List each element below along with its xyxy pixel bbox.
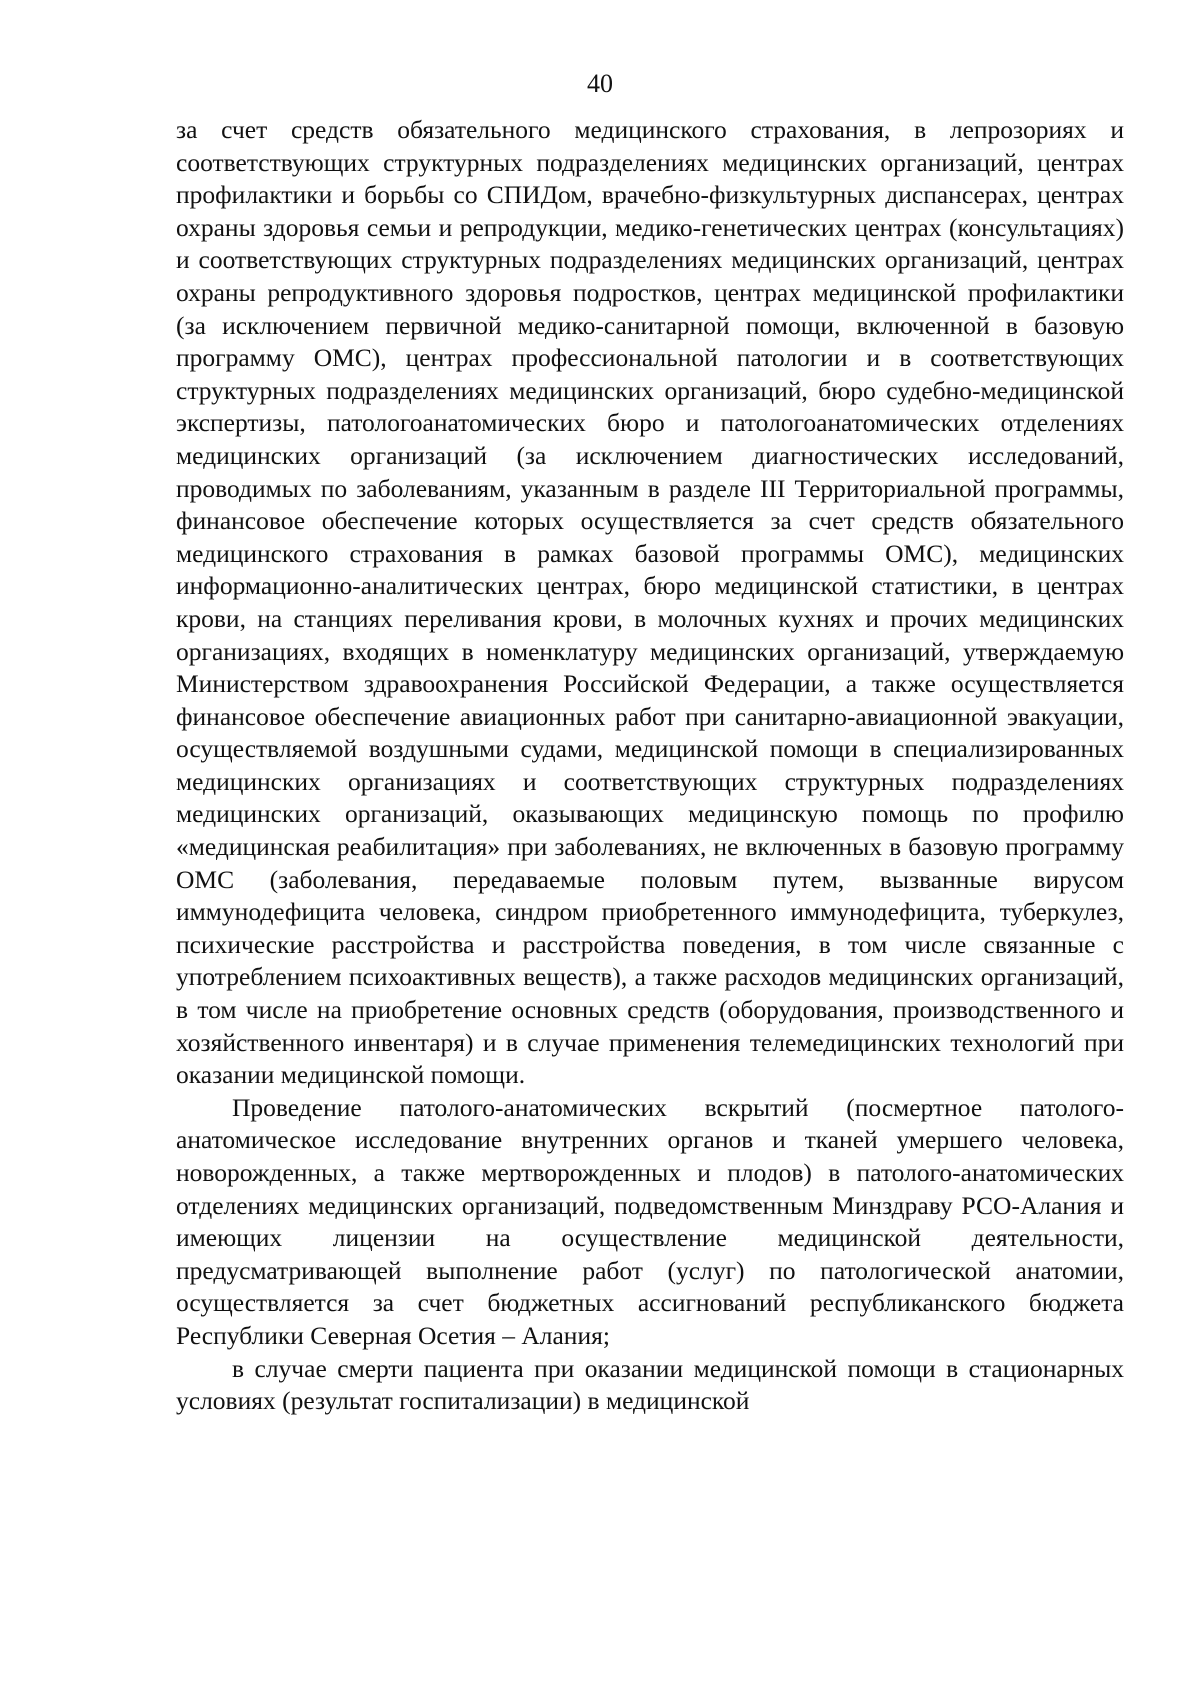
paragraph-continuation: за счет средств обязательного медицинского страхования, в лепрозориях и соответствующих структурных подразделениях медицинских организаций, центрах профилактики и борьбы со СПИДом, врачебно-физкультурных диспансерах, центрах охраны здоровья семьи и репродукции, медико-генетических центрах (консультациях) и соответствующих структурных подразделениях медицинских организаций, центрах охраны репродуктивного здоровья подростков, центрах медицинской профилактики (за исключением первичной медико-санитарной помощи, включенной в базовую программу ОМС), центрах профессиональной патологии и в соответствующих структурных подразделениях медицинских организаций, бюро судебно-медицинской экспертизы, патологоанатомических бюро и патологоанатомических отделениях медицинских организаций (за исключением диагностических исследований, проводимых по заболеваниям, указанным в разделе III Территориальной программы, финансовое обеспечение которых осуществляется за счет средств обязательного медицинского страхования в рамках базовой программы ОМС), медицинских информационно-аналитических центрах, бюро медицинской статистики, в центрах крови, на станциях переливания крови, в молочных кухнях и прочих медицинских организациях, входящих в номенклатуру медицинских организаций, утверждаемую Министерством здравоохранения Российской Федерации, а также осуществляется финансовое обеспечение авиационных работ при санитарно-авиационной эвакуации, осуществляемой воздушными судами, медицинской помощи в специализированных медицинских организациях и соответствующих структурных подразделениях медицинских организаций, оказывающих медицинскую помощь по профилю «медицинская реабилитация» при заболеваниях, не включенных в базовую программу ОМС (заболевания, передаваемые половым путем, вызванные вирусом иммунодефицита человека, синдром приобретенного иммунодефицита, туберкулез, психические расстройства и расстройства поведения, в том числе связанные с употреблением психоактивных веществ), а также расходов медицинских организаций, в том числе на приобретение основных средств (оборудования, производственного и хозяйственного инвентаря) и в случае применения телемедицинских технологий при оказании медицинской помощи. [176,115,1124,1090]
document-body [176,114,1124,1418]
page-number: 40 [587,69,613,98]
paragraph-autopsy: Проведение патолого-анатомических вскрытий (посмертное патолого-анатомическое исследование внутренних органов и тканей умершего человека, новорожденных, а также мертворожденных и плодов) в патолого-анатомических отделениях медицинских организаций, подведомственным Минздраву РСО-Алания и имеющих лицензии на осуществление медицинской деятельности, предусматривающей выполнение работ (услуг) по патологической анатомии, осуществляется за счет бюджетных ассигнований республиканского бюджета Республики Северная Осетия – Алания; [176,1092,1124,1350]
paragraph-death-case: в случае смерти пациента при оказании медицинской помощи в стационарных условиях (результат госпитализации) в медицинской [176,1353,1124,1416]
